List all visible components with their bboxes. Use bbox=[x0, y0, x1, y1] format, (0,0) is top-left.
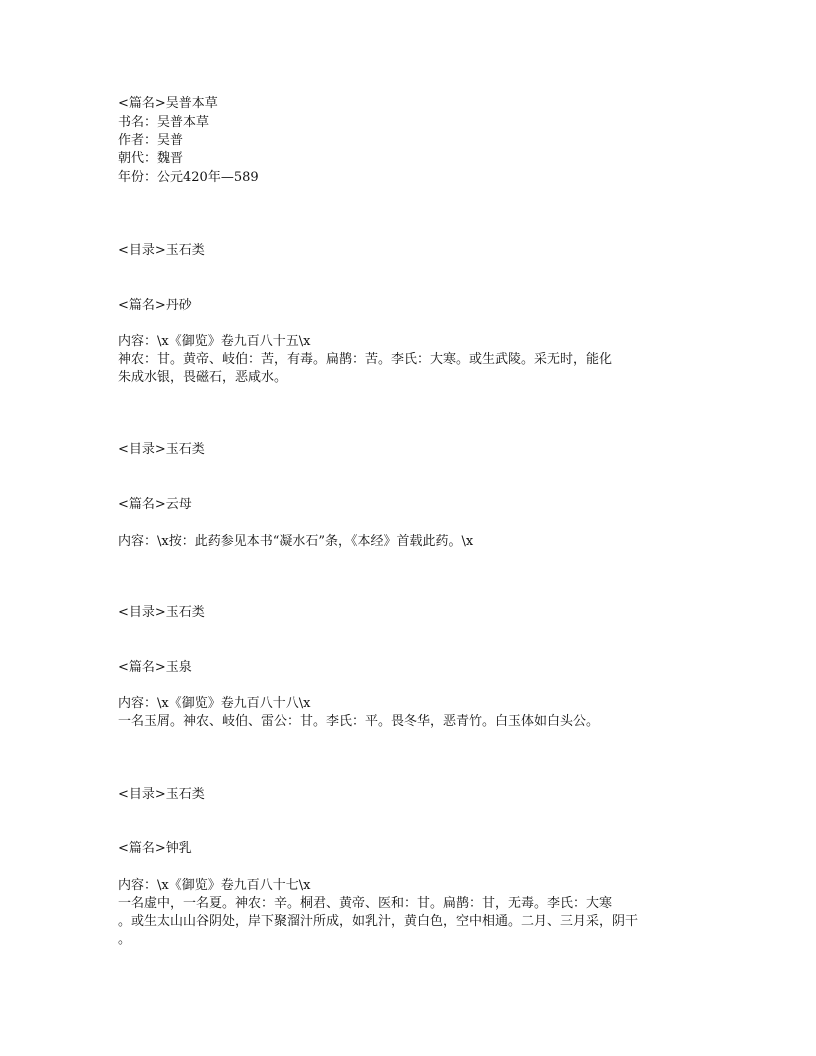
entry-title: <篇名>玉泉 bbox=[118, 660, 192, 675]
entry-content-line: 内容：\x《御览》卷九百八十八\x bbox=[118, 696, 311, 711]
entry-content-line: 朱成水银，畏磁石，恶咸水。 bbox=[118, 370, 288, 385]
entry-content-line: 内容：\x《御览》卷九百八十五\x bbox=[118, 334, 311, 349]
entry-content-line: 一名玉屑。神农、岐伯、雷公：甘。李氏：平。畏冬华，恶青竹。白玉体如白头公。 bbox=[118, 714, 600, 729]
dynasty-line: 朝代：魏晋 bbox=[118, 151, 184, 166]
entry-catalog: <目录>玉石类 bbox=[118, 442, 205, 457]
book-name-line: 书名：吴普本草 bbox=[118, 115, 210, 130]
entry-content-line: 神农：甘。黄帝、岐伯：苦，有毒。扁鹊：苦。李氏：大寒。或生武陵。采无时，能化 bbox=[118, 352, 613, 367]
entry-content-line: 。 bbox=[118, 932, 132, 947]
year-line: 年份：公元420年—589 bbox=[118, 170, 259, 185]
entry-catalog: <目录>玉石类 bbox=[118, 605, 205, 620]
entry-content-line: 内容：\x《御览》卷九百八十七\x bbox=[118, 878, 311, 893]
entry-content-line: 内容：\x按：此药参见本书“凝水石”条，《本经》首载此药。\x bbox=[118, 534, 474, 549]
entry-content-line: 一名虚中，一名夏。神农：辛。桐君、黄帝、医和：甘。扁鹊：甘，无毒。李氏：大寒 bbox=[118, 896, 613, 911]
header-title-line: <篇名>吴普本草 bbox=[118, 96, 218, 111]
entry-content-line: 。或生太山山谷阴处，岸下聚溜汁所成，如乳汁，黄白色，空中相通。二月、三月采，阴干 bbox=[118, 914, 639, 929]
entry-title: <篇名>钟乳 bbox=[118, 841, 192, 856]
entry-catalog: <目录>玉石类 bbox=[118, 787, 205, 802]
author-line: 作者：吴普 bbox=[118, 133, 184, 148]
entry-title: <篇名>丹砂 bbox=[118, 298, 192, 313]
entry-catalog: <目录>玉石类 bbox=[118, 243, 205, 258]
entry-title: <篇名>云母 bbox=[118, 497, 192, 512]
